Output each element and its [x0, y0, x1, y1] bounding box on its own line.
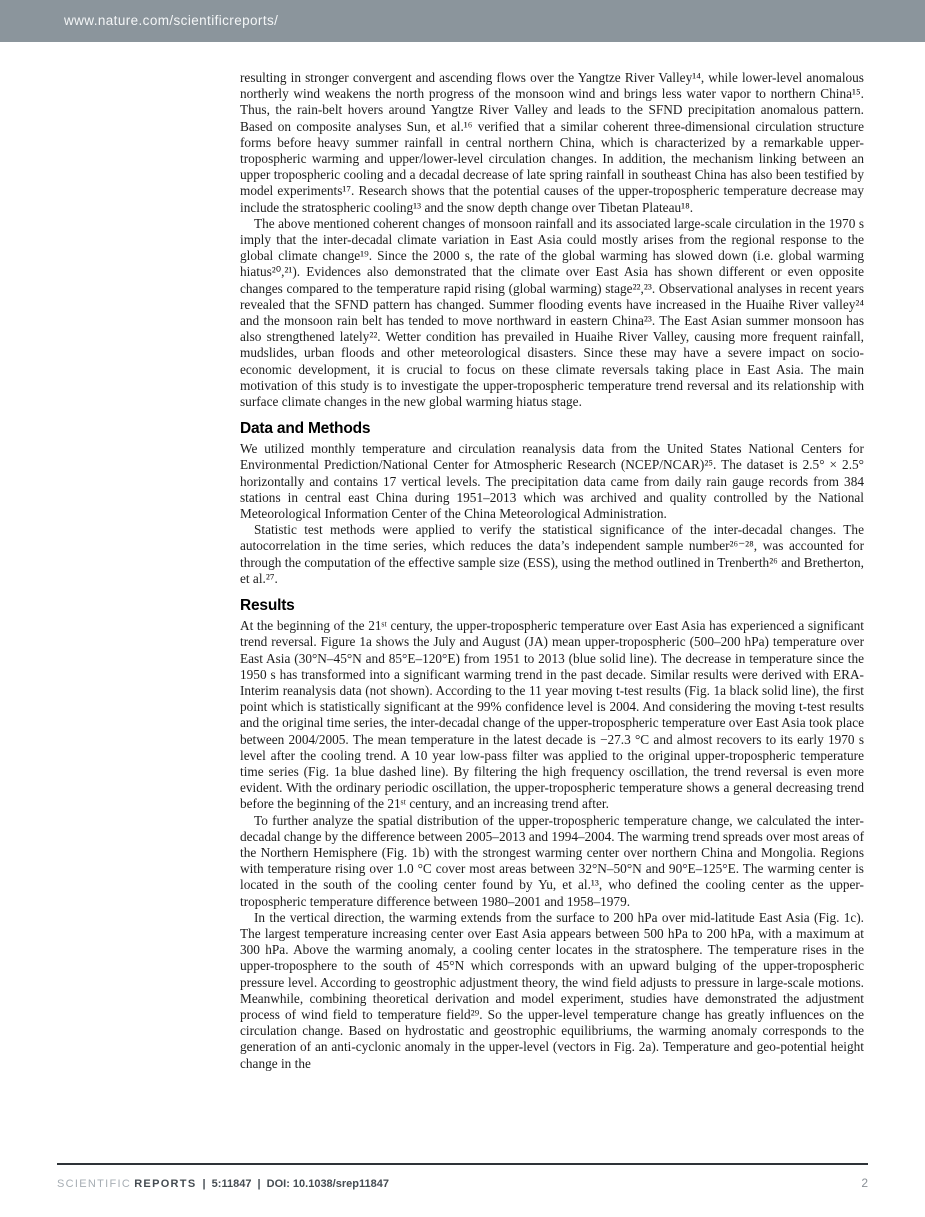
section-heading-results: Results	[240, 597, 295, 615]
journal-citation	[57, 1178, 389, 1190]
journal-url-link[interactable]: www.nature.com/scientificreports/	[64, 13, 279, 28]
paragraph-monsoon-changes: The above mentioned coherent changes of monsoon rainfall and its associated large-scale circulation in the 1970 s imply that the inter-decadal climate variation in East Asia could mostly arises from the regional response to the global climate change¹⁹. Since the 2000 s, the rate of the global warming has slowed down (i.e. global warming hiatus²⁰,²¹). Evidences also demonstrated that the climate over East Asia has shown different or even opposite changes compared to the temperature rapid rising (global warming) stage²²,²³. Observational analyses in recent years revealed that the SFND pattern has changed. Summer flooding events have increased in the Huaihe River valley²⁴ and the monsoon rain belt has tended to move northward in eastern China²³. The East Asian summer monsoon has also strengthened lately²². Wetter condition has prevailed in Huaihe River Valley, causing more frequent rainfall, mudslides, urban floods and other meteorological disasters. Since these may have a severe impact on socio-economic development, it is crucial to focus on these climate reversals taking place in East Asia. The main motivation of this study is to investigate the upper-tropospheric temperature trend reversal and its relationship with surface climate changes in the new global warming hiatus stage.	[240, 215, 864, 410]
page-number: 2	[861, 1176, 868, 1190]
journal-name-reports: REPORTS	[134, 1178, 197, 1190]
paragraph-vertical-direction: In the vertical direction, the warming extends from the surface to 200 hPa over mid-latitude East Asia (Fig. 1c). The largest temperature increasing center over East Asia appears between 500 hPa to 200 hPa, with a maximum at 300 hPa. Above the warming anomaly, a cooling center locates in the stratosphere. The temperature rises in the upper-troposphere to the south of 45°N which corresponds with an upward bulging of the upper-tropospheric pressure level. According to geostrophic adjustment theory, the wind field adjusts to pressure in large-scale motions. Meanwhile, combining theoretical derivation and model experiment, studies have demonstrated the adjustment process of wind field to temperature field²⁹. So the upper-level temperature change has greatly influences on the circulation change. Based on hydrostatic and geostrophic equilibriums, the warming anomaly corresponds to the generation of an anti-cyclonic anomaly in the upper-level (vectors in Fig. 2a). Temperature and geo-potential height change in the	[240, 909, 864, 1071]
paragraph-spatial-distribution: To further analyze the spatial distribution of the upper-tropospheric temperature change, we calculated the inter-decadal change by the difference between 2005–2013 and 1994–2004. The warming trend spreads over most areas of the Northern Hemisphere (Fig. 1b) with the strongest warming center over northern China and Mongolia. Regions with temperature rising over 1.0 °C cover most areas between 32°N–50°N and 90°E–125°E. The warming center is located in the south of the cooling center found by Yu, et al.¹³, who defined the cooling center as the upper-tropospheric temperature difference between 1980–2001 and 1958–1979.	[240, 812, 864, 909]
section-heading-data-and-methods: Data and Methods	[240, 420, 371, 438]
article-body	[240, 70, 864, 1072]
footer-separator: |	[257, 1178, 261, 1190]
journal-header-bar	[0, 0, 925, 42]
footer-separator: |	[202, 1178, 206, 1190]
paragraph-trend-reversal: At the beginning of the 21ˢᵗ century, the upper-tropospheric temperature over East Asia has experienced a significant trend reversal. Figure 1a shows the July and August (JA) mean upper-tropospheric (500–200 hPa) temperature over East Asia (30°N–45°N and 85°E–120°E) from 1951 to 2013 (blue solid line). The decrease in temperature since the 1950 s has transformed into a significant warming trend in the past decade. Similar results were derived with ERA-Interim reanalysis data (not shown). According to the 11 year moving t-test results (Fig. 1a black solid line), the first point which is statistically significant at the 99% confidence level is 2004. And considering the moving t-test results and the original time series, the inter-decadal change of the upper-tropospheric temperature over East Asia took place between 2004/2005. The mean temperature in the latest decade is −27.3 °C and almost recovers to its early 1970 s level after the cooling trend. A 10 year low-pass filter was applied to the original upper-tropospheric temperature time series (Fig. 1a blue dashed line). By filtering the high frequency oscillation, the trend reversal is even more evident. With the ordinary periodic oscillation, the upper-tropospheric temperature shows a general decreasing trend before the beginning of the 21ˢᵗ century, and an increasing trend after.	[240, 618, 864, 812]
doi-text: DOI: 10.1038/srep11847	[266, 1178, 389, 1190]
paragraph-intro-continuation: resulting in stronger convergent and ascending flows over the Yangtze River Valley¹⁴, while lower-level anomalous northerly wind weakens the north progress of the monsoon wind and brings less water vapor to northern China¹⁵. Thus, the rain-belt hovers around Yangtze River Valley and leads to the SFND precipitation anomalous pattern. Based on composite analyses Sun, et al.¹⁶ verified that a similar coherent three-dimensional circulation structure forms before heavy summer rainfall in central northern China, which is characterized by a remarkable upper-tropospheric warming and upper/lower-level circulation changes. In addition, the mechanism linking between an upper tropospheric cooling and a decadal decrease of late spring rainfall in southeast China has also been testified by model experiments¹⁷. Research shows that the potential causes of the upper-tropospheric temperature decrease may include the stratospheric cooling¹³ and the snow depth change over Tibetan Plateau¹⁸.	[240, 70, 864, 215]
journal-name-scientific: SCIENTIFIC	[57, 1178, 132, 1190]
footer-rule	[57, 1163, 868, 1165]
paragraph-data-sources: We utilized monthly temperature and circulation reanalysis data from the United States National Centers for Environmental Prediction/National Center for Atmospheric Research (NCEP/NCAR)²⁵. The dataset is 2.5° × 2.5° horizontally and contains 17 vertical levels. The precipitation data came from daily rain gauge records from 384 stations in central east China during 1951–2013 which was archived and quality controlled by the National Meteorological Information Center of the China Meteorological Administration.	[240, 441, 864, 522]
volume-issue: 5:11847	[211, 1178, 252, 1190]
paragraph-statistic-tests: Statistic test methods were applied to verify the statistical significance of the inter-decadal changes. The autocorrelation in the time series, which reduces the data’s independent sample number²⁶⁻²⁸, was accounted for through the computation of the effective sample size (ESS), using the method outlined in Trenberth²⁶ and Bretherton, et al.²⁷.	[240, 522, 864, 586]
